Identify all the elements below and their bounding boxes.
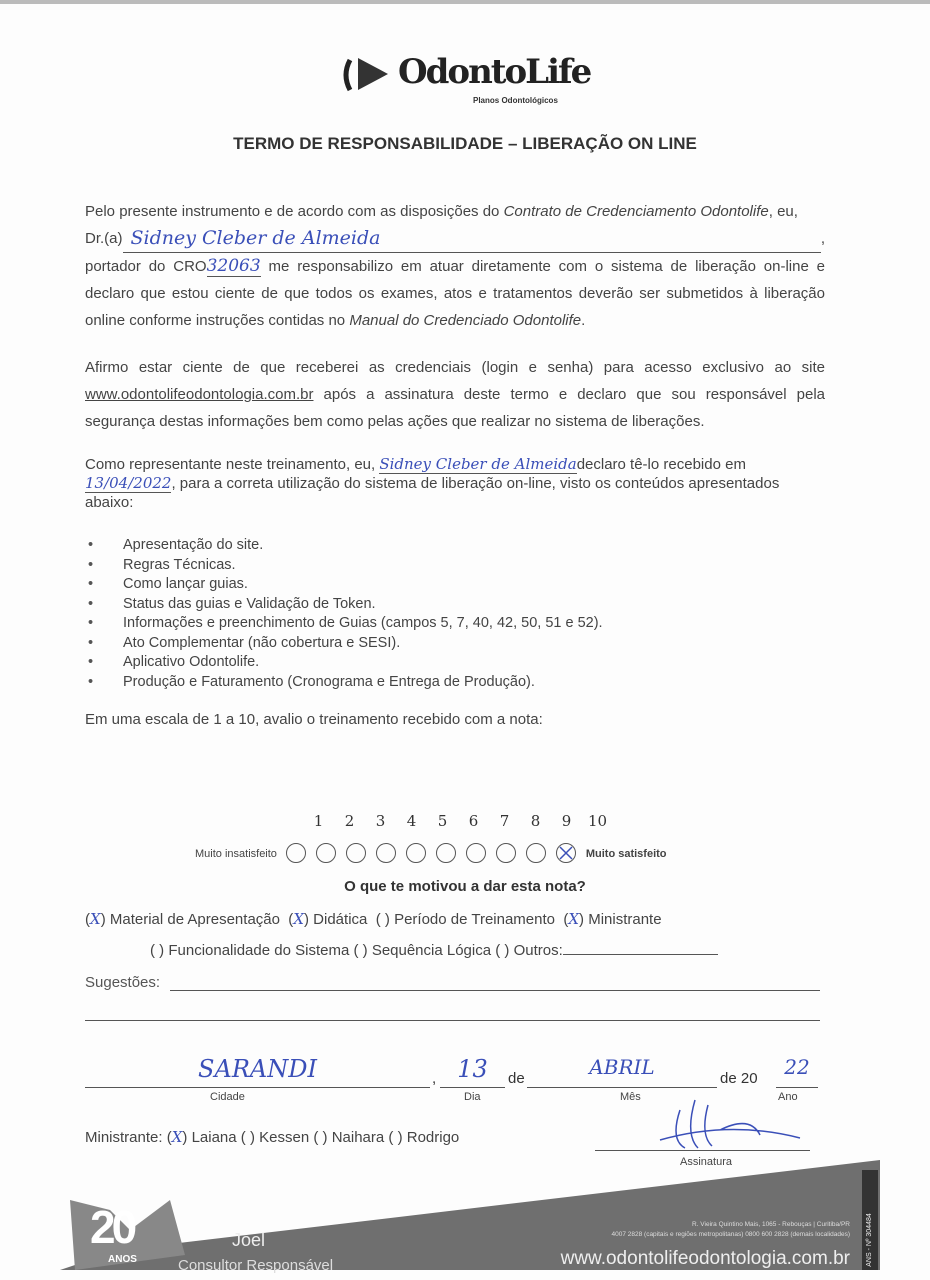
day-label: Dia: [464, 1091, 481, 1103]
rating-option-2[interactable]: [316, 843, 336, 863]
consultant-role: Consultor Responsável: [178, 1257, 334, 1274]
check-mark-icon: [557, 844, 575, 862]
checkbox-sequencia[interactable]: [358, 942, 362, 959]
comma: ,: [432, 1070, 437, 1087]
text: , eu,: [768, 203, 798, 220]
scale-number: 7: [499, 812, 510, 830]
motivation-question: O que te motivou a dar esta nota?: [344, 878, 586, 895]
rating-option-7[interactable]: [466, 843, 486, 863]
instructors-label: Ministrante:: [85, 1129, 163, 1146]
topics-list: [85, 536, 825, 692]
checkbox-laiana[interactable]: X: [171, 1128, 183, 1146]
text: me responsabilizo em atuar diretamente com o sistema de liberação on-line e declaro que estou ciente de que todos os exames, atos e tratamentos deverão ser submetidos à liberação online conforme instruções contidas no: [85, 258, 825, 329]
text: Pelo presente instrumento e de acordo com as disposições do: [85, 203, 504, 220]
consultant-name: Joel: [232, 1230, 266, 1250]
scale-number: 4: [406, 812, 417, 830]
logo-tagline: Planos Odontológicos: [473, 96, 558, 105]
year-field[interactable]: 22: [776, 1055, 818, 1088]
option-label: Material de Apresentação: [109, 911, 280, 928]
option-label: Naihara: [331, 1129, 385, 1146]
year-label: Ano: [778, 1091, 798, 1103]
high-label: Muito satisfeito: [585, 848, 667, 861]
logo: [340, 50, 600, 110]
anniversary-badge: 20: [90, 1201, 134, 1253]
outros-field[interactable]: [563, 954, 718, 955]
checkbox-kessen[interactable]: [246, 1129, 250, 1146]
motivation-row-1: (X) Material de Apresentação (X) Didática ( ) Período de Treinamento (X) Ministrante: [85, 910, 662, 928]
footer-site[interactable]: www.odontolifeodontologia.com.br: [560, 1248, 850, 1269]
signature-label: Assinatura: [680, 1156, 732, 1168]
handwritten-signature: [640, 1090, 810, 1150]
cro-label: portador do CRO: [85, 258, 207, 275]
option-label: Kessen: [259, 1129, 310, 1146]
city-label: Cidade: [210, 1091, 245, 1103]
option-label: Funcionalidade do Sistema: [168, 942, 350, 959]
scale-number: 9: [561, 812, 572, 830]
checkbox-periodo[interactable]: [381, 911, 385, 928]
rating-scale-numbers: [303, 812, 613, 831]
rating-option-1[interactable]: [286, 843, 306, 863]
rating-scale: [195, 843, 667, 863]
option-label: Didática: [313, 911, 368, 928]
option-label: Outros:: [513, 942, 563, 959]
de-20-text: de 20: [720, 1070, 758, 1087]
checkbox-didatica[interactable]: X: [293, 910, 304, 928]
list-item: • Como lançar guias.: [88, 575, 825, 595]
logo-icon: [340, 50, 400, 100]
list-item: • Informações e preenchimento de Guias (campos 5, 7, 40, 42, 50, 51 e 52).: [88, 614, 825, 634]
text: declaro tê-lo recebido em: [576, 456, 746, 473]
rating-option-4[interactable]: [376, 843, 396, 863]
suggestions-field-2[interactable]: [85, 1020, 820, 1021]
contract-name: Contrato de Credenciamento Odontolife: [503, 203, 769, 220]
month-label: Mês: [620, 1091, 641, 1103]
rating-option-9[interactable]: [526, 843, 546, 863]
body-flow: [85, 198, 825, 729]
motivation-row-2: ( ) Funcionalidade do Sistema ( ) Sequência Lógica ( ) Outros:: [150, 942, 718, 959]
scan-edge: [0, 0, 930, 4]
paragraph-3: [85, 455, 825, 512]
rating-option-6[interactable]: [436, 843, 456, 863]
text: Como representante neste treinamento, eu,: [85, 456, 376, 473]
cro-field[interactable]: 32063: [206, 256, 261, 276]
scale-number: 10: [587, 812, 608, 830]
option-label: Rodrigo: [406, 1129, 460, 1146]
suggestions-label: Sugestões:: [85, 974, 161, 991]
logo-text: OdontoLife: [398, 52, 591, 92]
rating-option-10[interactable]: [556, 843, 576, 863]
representative-name-field[interactable]: Sidney Cleber de Almeida: [379, 455, 577, 473]
address: R. Vieira Quintino Mais, 1065 - Rebouças | Curitiba/PR: [691, 1221, 850, 1228]
text: após a assinatura deste termo e declaro que sou responsável pela segurança destas informações bem como pelas ações que realizar no sistema de liberações.: [85, 386, 825, 430]
rating-option-5[interactable]: [406, 843, 426, 863]
document-title: TERMO DE RESPONSABILIDADE – LIBERAÇÃO ON LINE: [233, 134, 697, 153]
paragraph-2: [85, 354, 825, 435]
city-field[interactable]: SARANDI: [85, 1055, 430, 1088]
ans-number: ANS - Nº 304484: [866, 1213, 873, 1267]
rating-option-3[interactable]: [346, 843, 366, 863]
scale-number: 6: [468, 812, 479, 830]
text: Afirmo estar ciente de que receberei as credenciais (login e senha) para acesso exclusivo ao site: [85, 359, 825, 376]
suggestions-field[interactable]: [170, 990, 820, 991]
checkbox-rodrigo[interactable]: [393, 1129, 397, 1146]
month-field[interactable]: ABRIL: [527, 1055, 717, 1088]
dr-label: Dr.(a): [85, 230, 123, 247]
rating-option-8[interactable]: [496, 843, 516, 863]
scale-number: 1: [313, 812, 324, 830]
text: .: [581, 312, 586, 329]
manual-name: Manual do Credenciado Odontolife: [349, 312, 582, 329]
checkbox-ministrante[interactable]: X: [568, 910, 580, 928]
rating-question: Em uma escala de 1 a 10, avalio o treinamento recebido com a nota:: [85, 711, 543, 728]
checkbox-naihara[interactable]: [318, 1129, 322, 1146]
date-field[interactable]: 13/04/2022: [85, 474, 172, 492]
list-item: • Produção e Faturamento (Cronograma e Entrega de Produção).: [88, 673, 825, 693]
checkbox-material[interactable]: X: [90, 910, 101, 928]
anniversary-sub: ANOS: [108, 1254, 137, 1265]
option-label: Sequência Lógica: [371, 942, 492, 959]
list-item: • Apresentação do site.: [88, 536, 825, 556]
list-item: • Aplicativo Odontolife.: [88, 653, 825, 673]
instructors-row: Ministrante: (X) Laiana ( ) Kessen ( ) Naihara ( ) Rodrigo: [85, 1128, 460, 1146]
scale-number: 5: [437, 812, 448, 830]
checkbox-funcionalidade[interactable]: [155, 942, 159, 959]
scale-number: 3: [375, 812, 386, 830]
scale-number: 8: [530, 812, 541, 830]
day-field[interactable]: 13: [440, 1055, 505, 1088]
paragraph-1: Pelo presente instrumento e de acordo com as disposições do Contrato de Credenciamento Odontolife, eu, Dr.(a) Sidney Cleber de Almeida , portador do CRO32063 me responsabilizo em atuar diretamente com o sistema de liberação on-line e declaro que estou ciente de que todos os exames, atos e tratamentos deverão ser submetidos à liberação online conforme instruções contidas no Manual do Credenciado Odontolife.: [85, 203, 825, 329]
list-item: • Ato Complementar (não cobertura e SESI).: [88, 634, 825, 654]
text: , para a correta utilização do sistema de liberação on-line, visto os conteúdos apresentados abaixo:: [85, 475, 780, 511]
checkbox-outros[interactable]: [500, 942, 504, 959]
de-text: de: [508, 1070, 525, 1087]
footer-contact: [540, 1220, 850, 1240]
option-label: Período de Treinamento: [394, 911, 555, 928]
low-label: Muito insatisfeito: [195, 848, 277, 861]
option-label: Ministrante: [588, 911, 662, 928]
name-field[interactable]: Sidney Cleber de Almeida: [123, 225, 821, 253]
scale-number: 2: [344, 812, 355, 830]
phones: 4007 2828 (capitais e regiões metropolitanas) 0800 600 2828 (demais localidades): [611, 1231, 850, 1238]
site-link[interactable]: www.odontolifeodontologia.com.br: [85, 386, 314, 403]
list-item: • Status das guias e Validação de Token.: [88, 595, 825, 615]
list-item: • Regras Técnicas.: [88, 556, 825, 576]
option-label: Laiana: [191, 1129, 237, 1146]
